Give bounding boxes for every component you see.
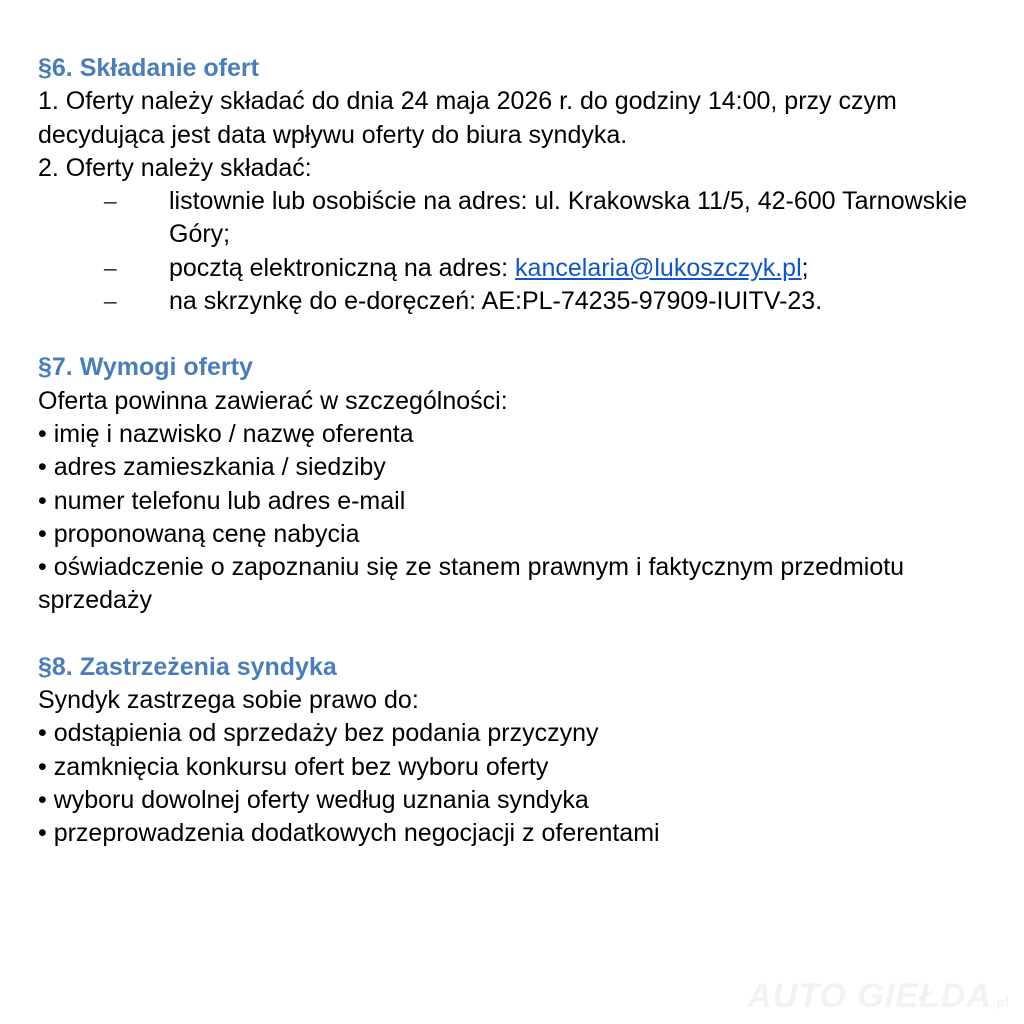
dash-marker: –: [104, 254, 117, 282]
list-item: • numer telefonu lub adres e-mail: [38, 486, 406, 515]
section-7-title: §7. Wymogi oferty: [38, 353, 253, 382]
list-item-text: na skrzynkę do e-doręczeń: AE:PL-74235-97909-IUITV-23.: [169, 287, 823, 316]
list-item: • proponowaną cenę nabycia: [38, 519, 360, 548]
list-item-text: pocztą elektroniczną na adres:: [169, 253, 516, 282]
list-item: • imię i nazwisko / nazwę oferenta: [38, 419, 414, 448]
list-item: • odstąpienia od sprzedaży bez podania przyczyny: [38, 719, 599, 748]
list-item-text: listownie lub osobiście na adres: ul. Krakowska 11/5, 42-600 Tarnowskie Góry;: [169, 187, 968, 249]
dash-marker: –: [104, 288, 117, 316]
document-page: [38, 52, 998, 851]
section-8-title: §8. Zastrzeżenia syndyka: [38, 652, 337, 681]
email-link[interactable]: kancelaria@lukoszczyk.pl: [515, 253, 802, 282]
list-item: • przeprowadzenia dodatkowych negocjacji z oferentami: [38, 819, 660, 848]
list-item: • wyboru dowolnej oferty według uznania syndyka: [38, 785, 589, 814]
section-6-paragraph-2: 2. Oferty należy składać:: [38, 153, 312, 182]
list-item: [38, 252, 998, 285]
section-spacer: [38, 618, 998, 651]
submission-methods-list: [38, 185, 998, 318]
list-item: [38, 285, 998, 318]
section-6-paragraph-1: 1. Oferty należy składać do dnia 24 maja 2026 r. do godziny 14:00, przy czym decydująca jest data wpływu oferty do biura syndyka.: [38, 87, 897, 149]
section-6-title: §6. Składanie ofert: [38, 54, 259, 82]
offer-requirements-list: [38, 418, 998, 618]
section-8-intro: Syndyk zastrzega sobie prawo do:: [38, 686, 419, 715]
dash-marker: –: [104, 188, 117, 216]
watermark-logo: [747, 977, 1010, 1016]
list-item: [38, 185, 998, 252]
list-item: • oświadczenie o zapoznaniu się ze stanem prawnym i faktycznym przedmiotu sprzedaży: [38, 553, 905, 615]
section-spacer: [38, 318, 998, 351]
list-item: • zamknięcia konkursu ofert bez wyboru oferty: [38, 752, 549, 781]
list-item: • adres zamieszkania / siedziby: [38, 453, 386, 482]
trustee-reservations-list: [38, 717, 998, 850]
watermark-text: AUTO GIEŁDA: [747, 977, 992, 1015]
list-item-suffix: ;: [801, 253, 809, 282]
watermark-suffix: .pl: [991, 995, 1010, 1010]
section-7-intro: Oferta powinna zawierać w szczególności:: [38, 386, 508, 415]
